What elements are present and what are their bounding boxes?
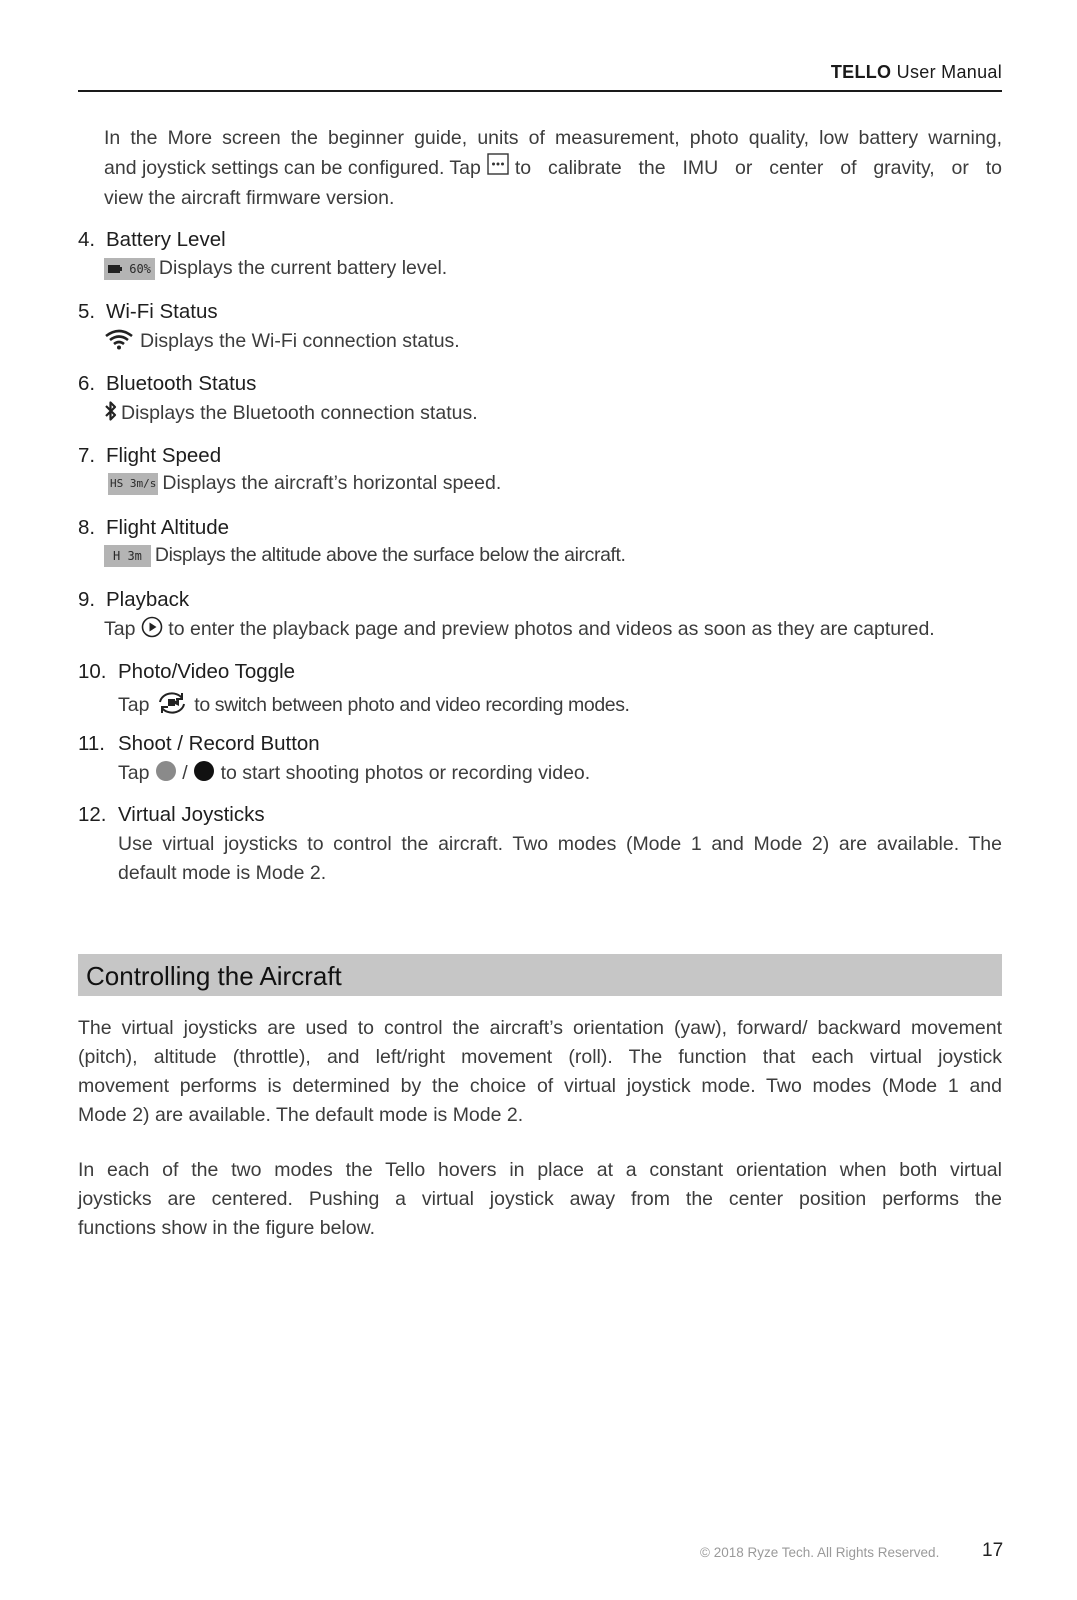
speed-badge: HS 3m/s bbox=[108, 473, 158, 495]
item-shoot-record-desc bbox=[118, 760, 590, 788]
item-flight-altitude-title bbox=[78, 516, 229, 540]
item-number: 4. bbox=[78, 228, 96, 251]
item-desc-text: Displays the Wi-Fi connection status. bbox=[140, 330, 460, 353]
separator: / bbox=[182, 762, 188, 785]
item-flight-altitude-desc bbox=[104, 544, 626, 567]
item-shoot-record-title bbox=[78, 732, 320, 756]
item-flight-speed-title bbox=[78, 444, 221, 468]
intro-line-2a: and joystick settings can be configured. Tap bbox=[104, 157, 481, 179]
item-number: 10. bbox=[78, 660, 107, 683]
item-wifi-status-desc bbox=[104, 328, 460, 356]
item-title-text: Shoot / Record Button bbox=[118, 732, 320, 755]
section-header-bar bbox=[78, 954, 1002, 996]
item-wifi-status-title bbox=[78, 300, 218, 324]
item-number: 9. bbox=[78, 588, 96, 611]
intro-line-3: view the aircraft firmware version. bbox=[104, 187, 395, 209]
item-title-text: Photo/Video Toggle bbox=[118, 660, 296, 683]
item-number: 6. bbox=[78, 372, 96, 395]
body-paragraph-2 bbox=[78, 1156, 1002, 1243]
altitude-badge: H 3m bbox=[104, 545, 151, 567]
item-number: 12. bbox=[78, 803, 107, 826]
item-number: 7. bbox=[78, 444, 96, 467]
joysticks-line-1: Use virtual joysticks to control the aircraft. Two modes (Mode 1 and Mode 2) are available. The bbox=[118, 833, 1002, 855]
body2-line-1: In each of the two modes the Tello hovers in place at a constant orientation when both virtual bbox=[78, 1159, 1002, 1181]
battery-icon bbox=[108, 265, 122, 273]
item-playback-desc bbox=[104, 616, 935, 644]
item-bluetooth-status-title bbox=[78, 372, 256, 396]
item-desc-text: Displays the aircraft’s horizontal speed. bbox=[162, 472, 502, 494]
tap-label: Tap bbox=[118, 694, 150, 717]
body1-line-3: movement performs is determined by the choice of virtual joystick mode. Two modes (Mode 1 and bbox=[78, 1075, 1002, 1097]
item-desc-text: to enter the playback page and preview photos and videos as soon as they are captured. bbox=[168, 618, 935, 641]
item-title-text: Battery Level bbox=[106, 228, 226, 251]
body-paragraph-1 bbox=[78, 1014, 1002, 1130]
more-options-icon bbox=[487, 153, 509, 184]
record-button-icon bbox=[193, 760, 215, 788]
item-number: 11. bbox=[78, 732, 105, 755]
bluetooth-icon bbox=[104, 400, 118, 428]
battery-badge bbox=[104, 258, 155, 280]
item-battery-level-desc bbox=[104, 257, 447, 280]
item-title-text: Flight Altitude bbox=[106, 516, 230, 539]
item-desc-text: Displays the Bluetooth connection status. bbox=[121, 402, 478, 425]
shoot-button-icon bbox=[155, 760, 177, 788]
footer-copyright: © 2018 Ryze Tech. All Rights Reserved. bbox=[700, 1545, 940, 1560]
item-virtual-joysticks-desc bbox=[118, 830, 1002, 888]
item-number: 8. bbox=[78, 516, 96, 539]
joysticks-line-2: default mode is Mode 2. bbox=[118, 862, 327, 884]
item-number: 5. bbox=[78, 300, 96, 323]
body1-line-1: The virtual joysticks are used to control the aircraft’s orientation (yaw), forward/ backward movement bbox=[78, 1017, 1002, 1039]
item-photo-video-toggle-title bbox=[78, 660, 295, 684]
body1-line-4: Mode 2) are available. The default mode is Mode 2. bbox=[78, 1104, 524, 1126]
item-photo-video-toggle-desc bbox=[118, 690, 630, 722]
header-title: User Manual bbox=[896, 62, 1002, 82]
photo-video-toggle-icon bbox=[155, 690, 189, 722]
item-bluetooth-status-desc bbox=[104, 400, 478, 428]
item-virtual-joysticks-title bbox=[78, 803, 265, 827]
header-brand: TELLO bbox=[830, 62, 892, 82]
item-title-text: Flight Speed bbox=[106, 444, 222, 467]
play-icon bbox=[141, 616, 163, 644]
item-desc-text: Displays the altitude above the surface below the aircraft. bbox=[154, 544, 626, 566]
battery-badge-text: 60% bbox=[129, 261, 151, 276]
item-battery-level-title bbox=[78, 228, 226, 252]
item-desc-text: to switch between photo and video recording modes. bbox=[194, 694, 630, 717]
page-number: 17 bbox=[982, 1540, 1004, 1561]
intro-line-1: In the More screen the beginner guide, units of measurement, photo quality, low battery warning, bbox=[104, 127, 1002, 149]
body2-line-3: functions show in the figure below. bbox=[78, 1217, 376, 1239]
intro-line-2 bbox=[104, 153, 1002, 184]
tap-label: Tap bbox=[118, 762, 150, 785]
item-desc-text: Displays the current battery level. bbox=[158, 257, 448, 279]
page-header bbox=[78, 62, 1002, 92]
item-title-text: Bluetooth Status bbox=[106, 372, 257, 395]
section-title: Controlling the Aircraft bbox=[86, 961, 342, 991]
item-title-text: Virtual Joysticks bbox=[118, 803, 265, 826]
wifi-icon bbox=[104, 328, 134, 356]
body2-line-2: joysticks are centered. Pushing a virtual joystick away from the center position performs the bbox=[78, 1188, 1002, 1210]
item-playback-title bbox=[78, 588, 189, 612]
item-title-text: Playback bbox=[106, 588, 190, 611]
intro-paragraph bbox=[104, 124, 1002, 213]
tap-label: Tap bbox=[104, 618, 136, 641]
item-desc-text: to start shooting photos or recording video. bbox=[220, 762, 591, 785]
body1-line-2: (pitch), altitude (throttle), and left/right movement (roll). The function that each virtual joystick bbox=[78, 1046, 1002, 1068]
item-flight-speed-desc bbox=[108, 472, 501, 495]
item-title-text: Wi-Fi Status bbox=[106, 300, 218, 323]
intro-line-2b: to calibrate the IMU or center of gravity, or to bbox=[514, 157, 1002, 179]
